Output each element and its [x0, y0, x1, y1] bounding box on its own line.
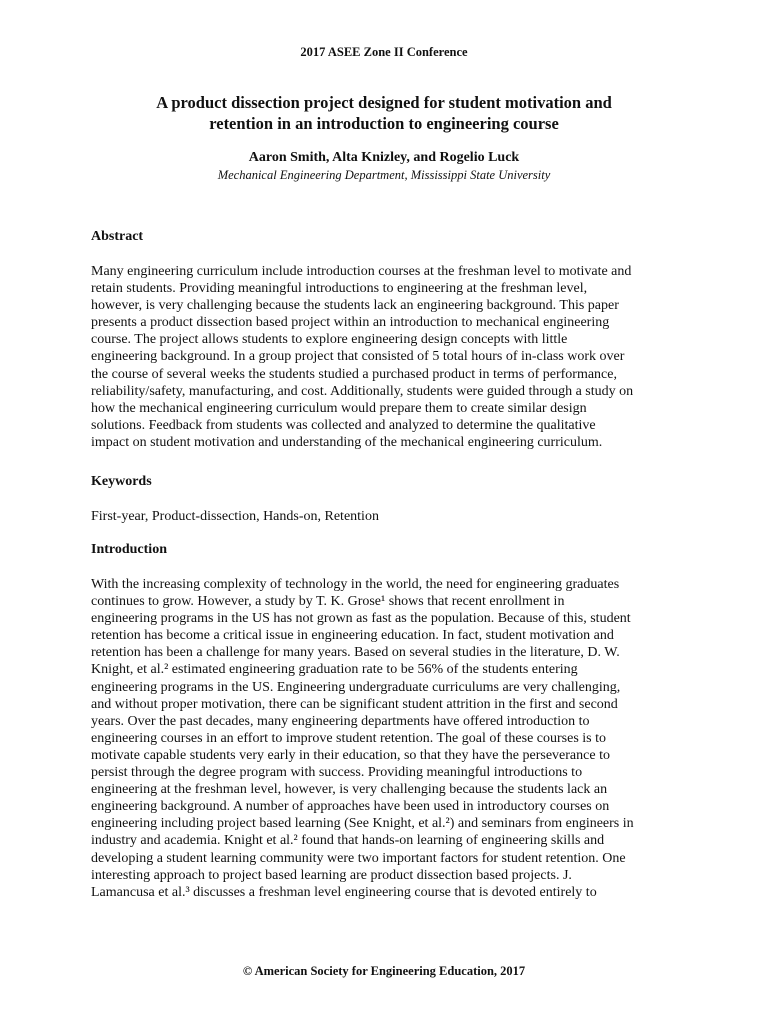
text-line: retention has become a critical issue in engineering education. In fact, student motivation and: [91, 628, 614, 644]
text-line: motivate capable students very early in their education, so that they have the perseverance to: [91, 747, 610, 763]
introduction-body: [91, 576, 681, 901]
text-line: Knight, et al.² estimated engineering graduation rate to be 56% of the students entering: [91, 662, 578, 678]
paper-title: [100, 92, 668, 134]
text-line: years. Over the past decades, many engineering departments have offered introduction to: [91, 713, 590, 729]
text-line: presents a product dissection based project within an introduction to mechanical engineering: [91, 315, 610, 331]
text-line: engineering programs in the US has not grown as fast as the population. Because of this, student: [91, 611, 631, 627]
text-line: retention has been a challenge for many years. Based on several studies in the literature, D. W.: [91, 645, 620, 661]
text-line: engineering background. In a group project that consisted of 5 total hours of in-class work over: [91, 349, 625, 365]
affiliation: Mechanical Engineering Department, Mississippi State University: [217, 168, 551, 182]
title-line: A product dissection project designed for student motivation and: [156, 93, 612, 112]
text-line: engineering courses in an effort to improve student retention. The goal of these courses is to: [91, 730, 607, 746]
conference-header: 2017 ASEE Zone II Conference: [300, 45, 468, 59]
authors: Aaron Smith, Alta Knizley, and Rogelio Luck: [248, 150, 520, 165]
keywords-text: First-year, Product-dissection, Hands-on, Retention: [91, 509, 379, 524]
keywords-heading: Keywords: [91, 474, 152, 489]
abstract-body: [91, 263, 681, 451]
text-line: impact on student motivation and understanding of the mechanical engineering curriculum.: [91, 434, 603, 450]
text-line: industry and academia. Knight et al.² found that hands-on learning of engineering skills and: [91, 833, 605, 849]
abstract-heading: Abstract: [91, 229, 144, 244]
text-line: retain students. Providing meaningful introductions to engineering at the freshman level,: [91, 281, 588, 297]
text-line: however, is very challenging because the students lack an engineering background. This paper: [91, 298, 619, 314]
introduction-heading: Introduction: [91, 542, 167, 557]
text-line: developing a student learning community were two important factors for student retention. One: [91, 850, 626, 866]
text-line: persist through the degree program with success. Providing meaningful introductions to: [91, 765, 583, 781]
text-line: course. The project allows students to explore engineering design concepts with little: [91, 332, 568, 348]
text-line: and without proper motivation, there can be significant student attrition in the first and second: [91, 696, 618, 712]
text-line: engineering at the freshman level, however, is very challenging because the students lack an: [91, 782, 608, 798]
text-line: solutions. Feedback from students was collected and analyzed to determine the qualitative: [91, 417, 596, 433]
text-line: the course of several weeks the students studied a purchased product in terms of performance,: [91, 366, 617, 382]
text-line: continues to grow. However, a study by T. K. Grose¹ shows that recent enrollment in: [91, 594, 565, 610]
text-line: Lamancusa et al.³ discusses a freshman level engineering course that is devoted entirely to: [91, 884, 597, 900]
text-line: interesting approach to project based learning are product dissection based projects. J.: [91, 867, 572, 883]
text-line: Many engineering curriculum include introduction courses at the freshman level to motivate and: [91, 264, 632, 279]
text-line: engineering including project based learning (See Knight, et al.²) and seminars from engineers in: [91, 816, 634, 832]
text-line: With the increasing complexity of technology in the world, the need for engineering graduates: [91, 577, 620, 592]
text-line: how the mechanical engineering curriculum would prepare them to create similar design: [91, 400, 587, 416]
text-line: reliability/safety, manufacturing, and cost. Additionally, students were guided through a study on: [91, 383, 634, 399]
text-line: engineering programs in the US. Engineering undergraduate curriculums are very challenging,: [91, 679, 621, 695]
copyright-footer: © American Society for Engineering Education, 2017: [242, 964, 526, 978]
title-line: retention in an introduction to engineering course: [209, 114, 559, 133]
text-line: engineering background. A number of approaches have been used in introductory courses on: [91, 799, 610, 815]
